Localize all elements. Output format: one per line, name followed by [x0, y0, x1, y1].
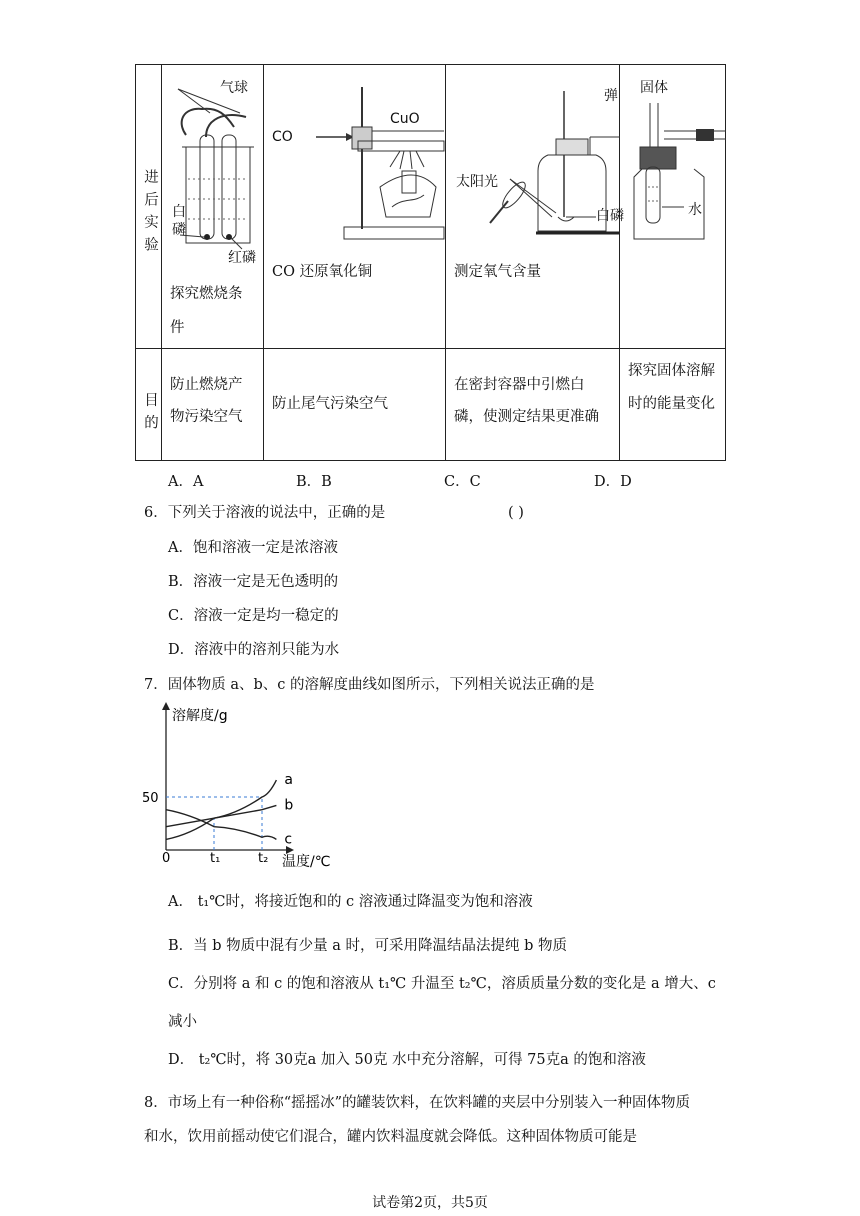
- q6-option-a[interactable]: A．饱和溶液一定是浓溶液: [168, 540, 338, 556]
- label-red-phosphorus: 红磷: [228, 250, 256, 266]
- purpose-co-reduction: 防止尾气污染空气: [272, 396, 388, 412]
- q6-option-b[interactable]: B．溶液一定是无色透明的: [168, 574, 339, 590]
- q5-option-b[interactable]: B．B: [296, 474, 332, 490]
- solubility-chart: [140, 700, 360, 872]
- x-axis-label: 温度/℃: [282, 854, 331, 870]
- purpose-combustion: 防止燃烧产物污染空气: [170, 377, 243, 425]
- cell-combustion: [162, 65, 264, 349]
- label-white-phosphorus-3: 白磷: [596, 208, 624, 224]
- q8-line-1: 8．市场上有一种俗称“摇摇冰”的罐装饮料，在饮料罐的夹层中分别装入一种固体物质: [144, 1095, 691, 1111]
- x-tick-label: 0: [162, 851, 171, 866]
- dissolution-apparatus-figure: [620, 67, 726, 252]
- label-co: CO: [272, 129, 293, 145]
- row-header-purpose: 目的: [136, 349, 162, 461]
- page-footer: 试卷第2页，共5页: [372, 1195, 488, 1211]
- label-water: 水: [688, 202, 702, 218]
- q7-option-c-continued: 减小: [168, 1014, 197, 1030]
- q6-answer-paren: ( ): [508, 505, 524, 521]
- q7-option-d[interactable]: D． t₂℃时，将 30克a 加入 50克 水中充分溶解，可得 75克a 的饱和溶液: [168, 1052, 646, 1068]
- caption-combustion: 探究燃烧条件: [170, 286, 243, 336]
- y-axis-label: 溶解度/g: [172, 708, 228, 724]
- q7-option-c[interactable]: C．分别将 a 和 c 的饱和溶液从 t₁℃ 升温至 t₂℃，溶质质量分数的变化是 a 增大、c: [168, 976, 716, 992]
- q5-option-d[interactable]: D．D: [594, 474, 632, 490]
- q7-stem: 7．固体物质 a、b、c 的溶解度曲线如图所示，下列相关说法正确的是: [144, 677, 595, 693]
- caption-oxygen-measurement: 测定氧气含量: [454, 264, 541, 280]
- oxygen-measurement-apparatus-figure: [446, 67, 624, 252]
- label-solid: 固体: [640, 80, 668, 96]
- curve-label-b: b: [284, 797, 294, 814]
- cell-oxygen-measurement: [446, 65, 624, 349]
- experiment-table: [135, 64, 726, 461]
- curve-label-c: c: [284, 831, 293, 848]
- label-top-clip: 弹: [604, 88, 618, 104]
- q7-option-a[interactable]: A． t₁℃时，将接近饱和的 c 溶液通过降温变为饱和溶液: [168, 894, 533, 910]
- label-sunlight: 太阳光: [456, 174, 498, 190]
- cell-solid-dissolution: [620, 65, 726, 349]
- q6-option-d[interactable]: D．溶液中的溶剂只能为水: [168, 642, 340, 658]
- cell-co-reduction: [264, 65, 446, 349]
- q5-option-a[interactable]: A．A: [168, 474, 204, 490]
- y-axis-arrow: [162, 702, 170, 710]
- q6-stem: 6．下列关于溶液的说法中，正确的是: [144, 505, 386, 521]
- row-header-experiment: 进后实验: [136, 65, 162, 349]
- purpose-oxygen-measurement: 在密封容器中引燃白磷，使测定结果更准确: [454, 377, 599, 425]
- y-tick-label: 50: [142, 791, 159, 806]
- co-reduction-apparatus-figure: [264, 67, 444, 252]
- q5-option-c[interactable]: C．C: [444, 474, 481, 490]
- x-tick-label: t₁: [210, 851, 221, 866]
- curve-label-a: a: [284, 772, 293, 789]
- label-balloon: 气球: [220, 80, 248, 96]
- label-white-phosphorus: 白磷: [172, 204, 186, 238]
- purpose-solid-dissolution: 探究固体溶解时的能量变化: [628, 363, 715, 412]
- q8-line-2: 和水，饮用前摇动使它们混合，罐内饮料温度就会降低。这种固体物质可能是: [144, 1129, 637, 1145]
- q7-option-b[interactable]: B．当 b 物质中混有少量 a 时，可采用降温结晶法提纯 b 物质: [168, 938, 568, 954]
- q6-option-c[interactable]: C．溶液一定是均一稳定的: [168, 608, 339, 624]
- caption-co-reduction: CO 还原氧化铜: [272, 264, 373, 280]
- label-cuo: CuO: [390, 111, 420, 127]
- x-tick-label: t₂: [258, 851, 269, 866]
